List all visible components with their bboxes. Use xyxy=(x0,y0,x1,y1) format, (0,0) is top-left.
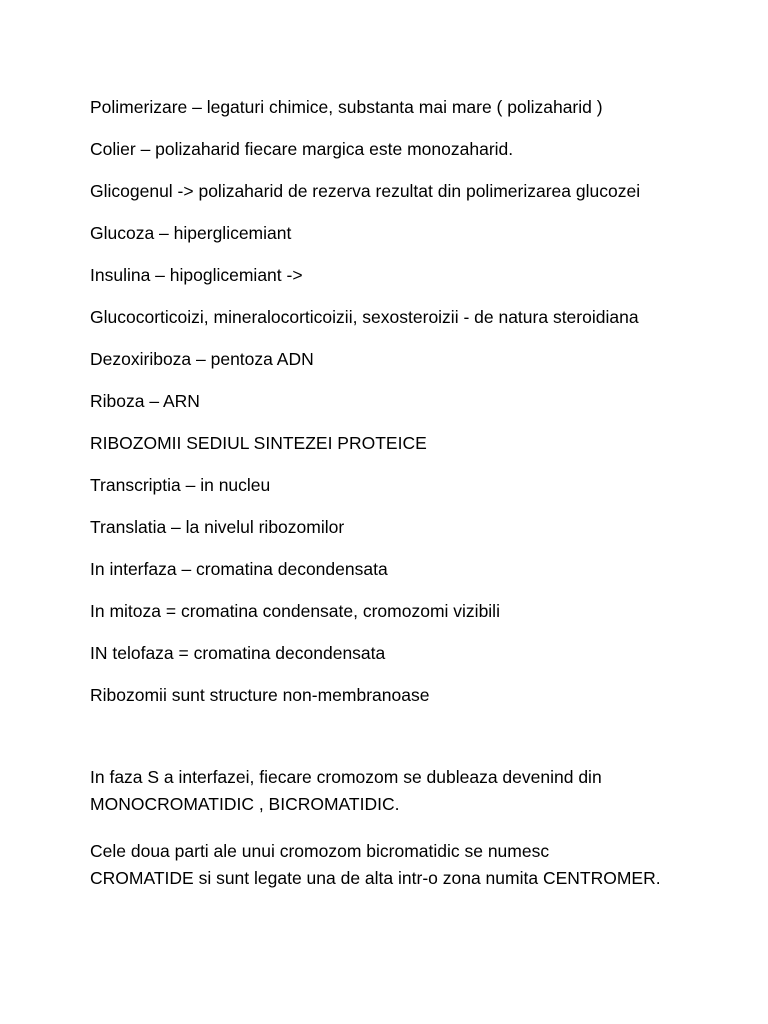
text-line-interfaza: In interfaza – cromatina decondensata xyxy=(90,559,388,579)
text-line-riboza: Riboza – ARN xyxy=(90,391,200,411)
paragraph-faza-s xyxy=(90,764,710,818)
text-line-ribozomii-sediul: RIBOZOMII SEDIUL SINTEZEI PROTEICE xyxy=(90,433,427,453)
text-line-glicogenul: Glicogenul -> polizaharid de rezerva rezultat din polimerizarea glucozei xyxy=(90,181,641,201)
text-line-telofaza: IN telofaza = cromatina decondensata xyxy=(90,643,386,663)
text-line-insulina: Insulina – hipoglicemiant -> xyxy=(90,265,303,285)
paragraph-cromatide-line-1: Cele doua parti ale unui cromozom bicromatidic se numesc xyxy=(90,841,550,861)
text-line-ribozomii-structure: Ribozomii sunt structure non-membranoase xyxy=(90,685,430,705)
paragraph-cromatide xyxy=(90,838,710,892)
text-line-transcriptia: Transcriptia – in nucleu xyxy=(90,475,271,495)
text-line-dezoxiriboza: Dezoxiriboza – pentoza ADN xyxy=(90,349,314,369)
text-line-colier: Colier – polizaharid fiecare margica este monozaharid. xyxy=(90,139,514,159)
text-line-mitoza: In mitoza = cromatina condensate, cromozomi vizibili xyxy=(90,601,500,621)
text-line-glucoza: Glucoza – hiperglicemiant xyxy=(90,223,292,243)
paragraph-faza-s-line-2: MONOCROMATIDIC , BICROMATIDIC. xyxy=(90,794,400,814)
text-line-glucocorticoizi: Glucocorticoizi, mineralocorticoizii, sexosteroizii - de natura steroidiana xyxy=(90,307,639,327)
text-line-translatia: Translatia – la nivelul ribozomilor xyxy=(90,517,345,537)
paragraph-faza-s-line-1: In faza S a interfazei, fiecare cromozom se dubleaza devenind din xyxy=(90,767,602,787)
text-line-polimerizare: Polimerizare – legaturi chimice, substanta mai mare ( polizaharid ) xyxy=(90,97,603,117)
paragraph-cromatide-line-2: CROMATIDE si sunt legate una de alta intr-o zona numita CENTROMER. xyxy=(90,868,661,888)
